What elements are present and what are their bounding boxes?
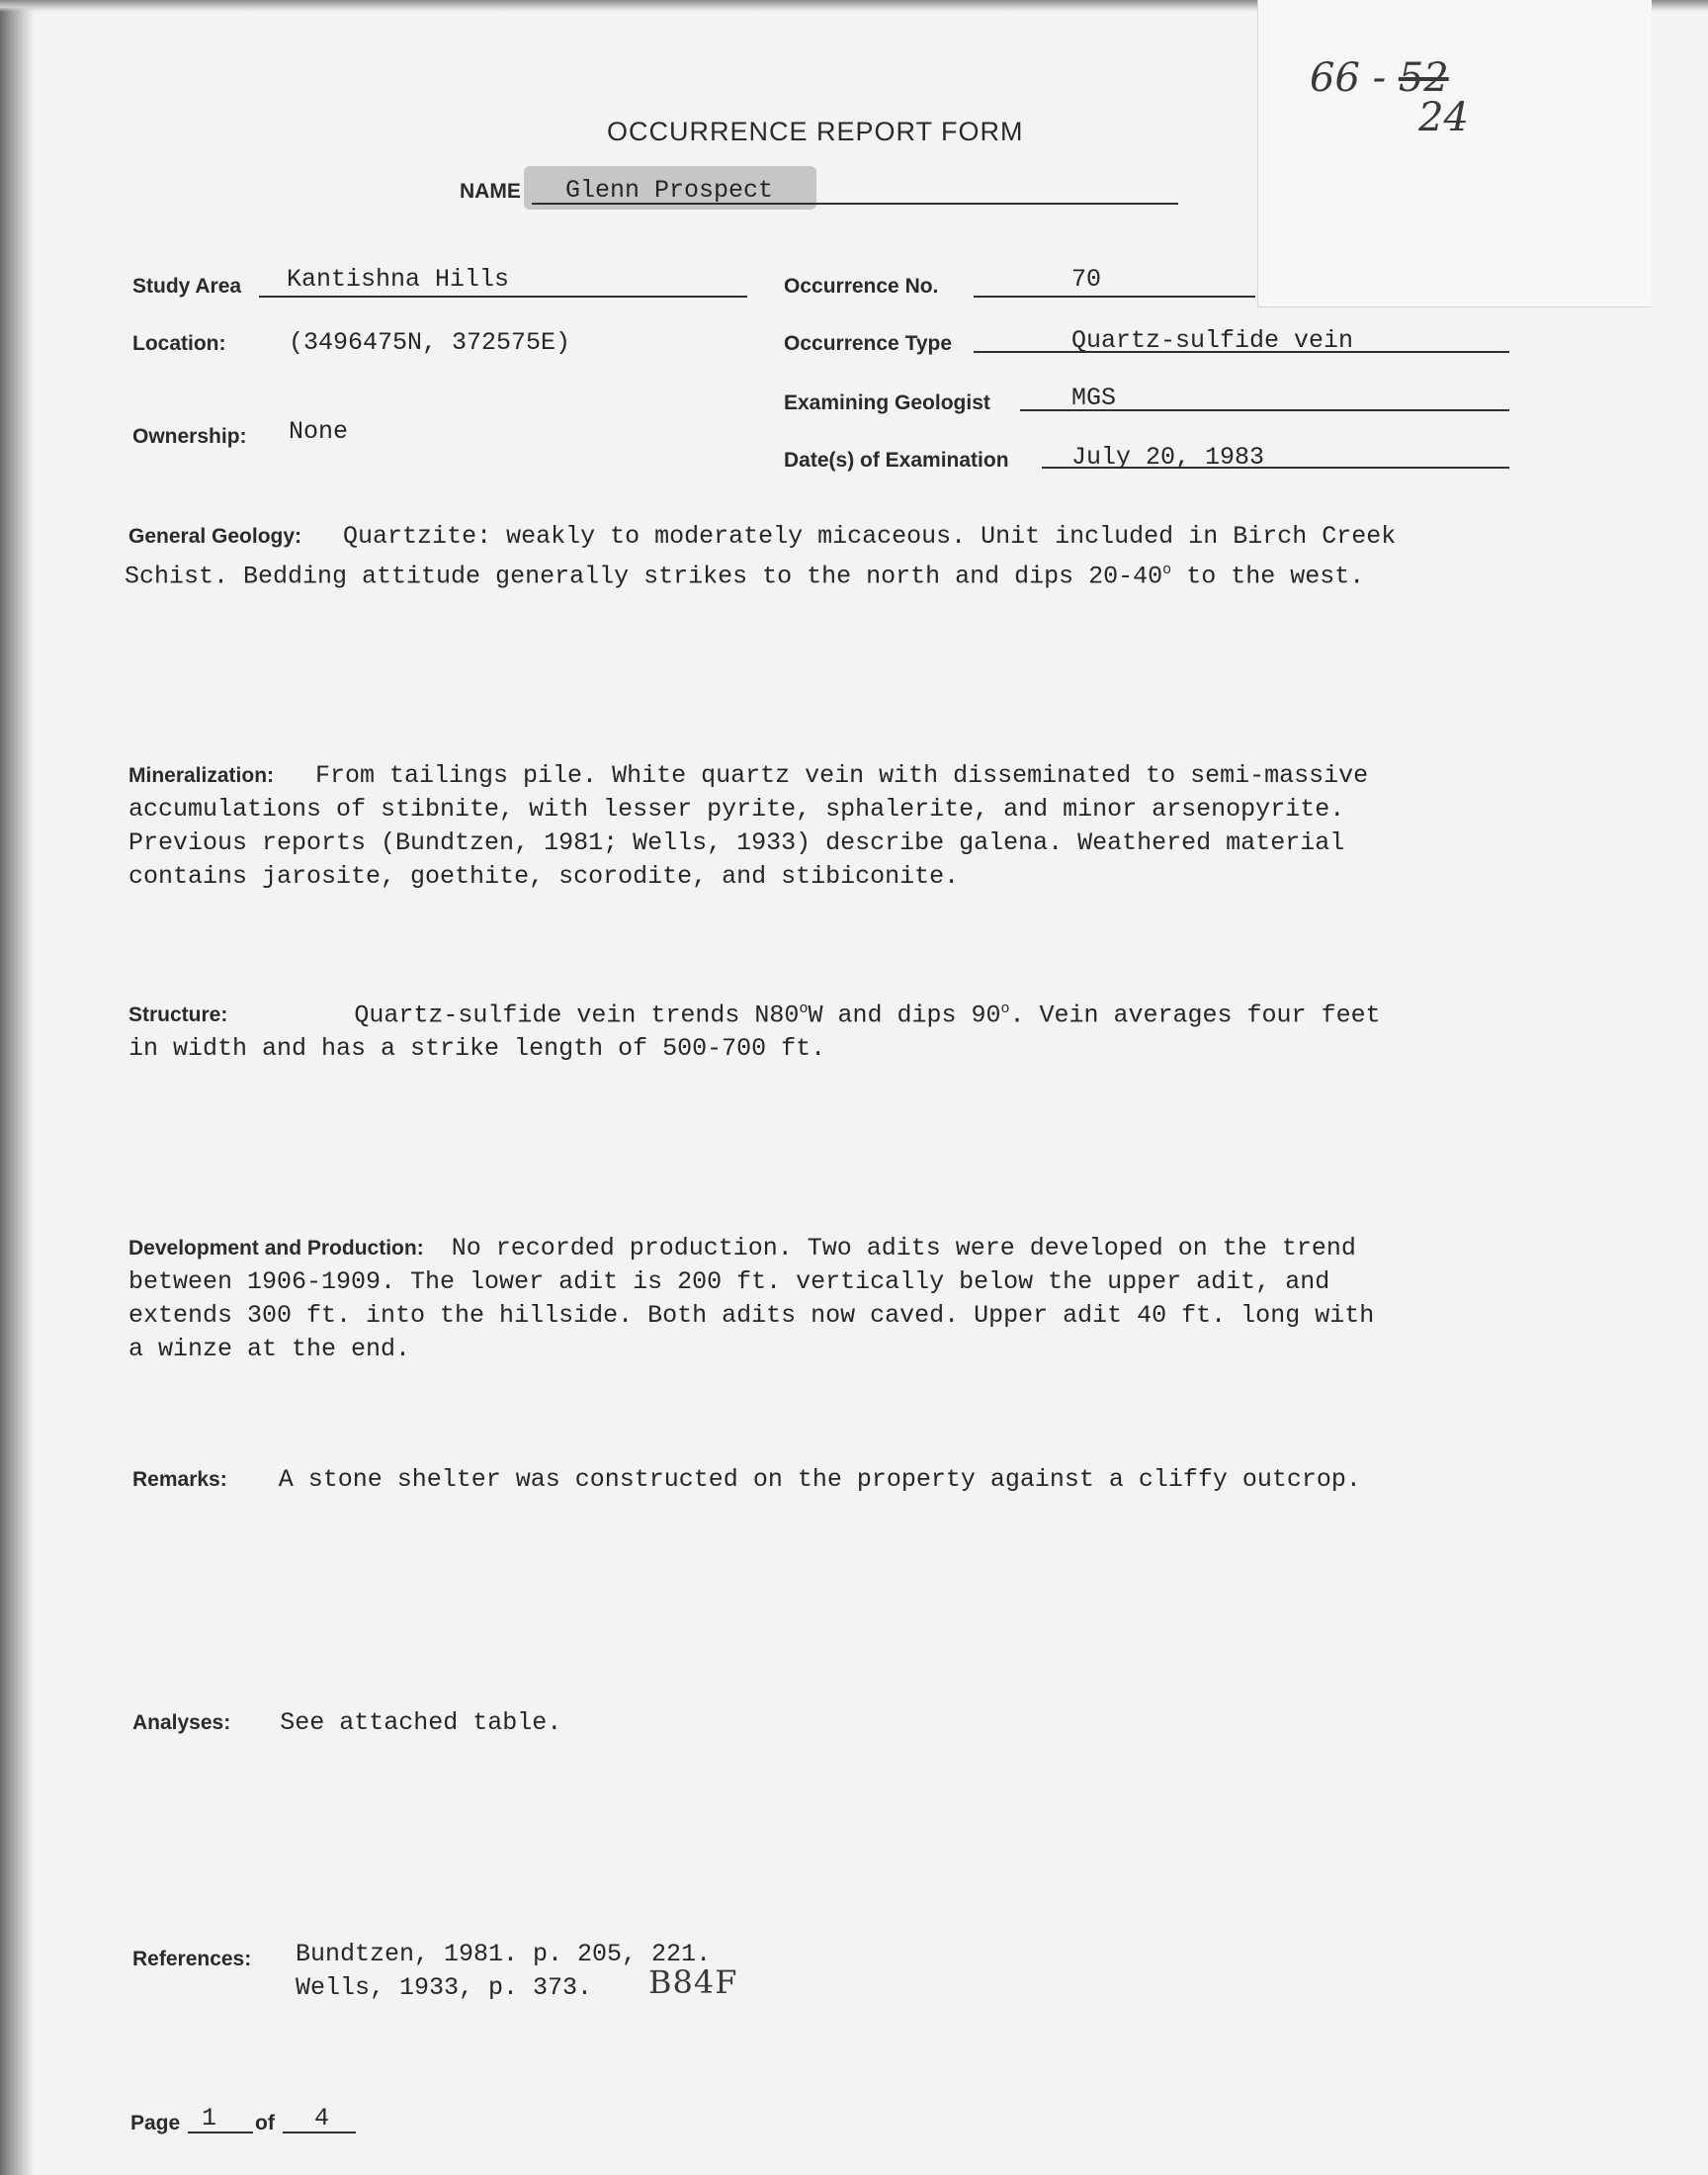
general-geology-section xyxy=(125,520,1572,593)
study-area-underline xyxy=(259,296,747,298)
general-geology-label: General Geology: xyxy=(128,525,302,548)
remarks-section xyxy=(132,1463,1576,1497)
mineralization-line3: Previous reports (Bundtzen, 1981; Wells, 1933) describe galena. Weathered material xyxy=(128,828,1345,857)
mineralization-line2: accumulations of stibnite, with lesser pyrite, sphalerite, and minor arsenopyrite. xyxy=(128,795,1345,824)
page-label: Page xyxy=(130,2112,181,2134)
location-label: Location: xyxy=(132,332,226,355)
corner-note-struck: 52 xyxy=(1398,55,1449,101)
general-geology-line2a: Schist. Bedding attitude generally strikes to the north and dips 20-40 xyxy=(125,562,1163,591)
general-geology-degree: o xyxy=(1162,562,1172,578)
structure-line1a: Quartz-sulfide vein trends N80 xyxy=(354,1000,800,1030)
mineralization-line1: From tailings pile. White quartz vein with disseminated to semi-massive xyxy=(315,761,1369,790)
study-area-value: Kantishna Hills xyxy=(287,265,510,294)
occurrence-no-value: 70 xyxy=(1071,265,1102,294)
corner-note-line2: 24 xyxy=(1418,95,1469,140)
study-area-label: Study Area xyxy=(132,275,242,298)
mineralization-section xyxy=(128,759,1572,894)
page-total: 4 xyxy=(314,2104,330,2132)
general-geology-line1: Quartzite: weakly to moderately micaceous. Unit included in Birch Creek xyxy=(343,522,1397,551)
structure-section xyxy=(128,993,1572,1066)
mineralization-label: Mineralization: xyxy=(128,764,275,787)
analyses-section xyxy=(132,1706,1576,1740)
form-title: OCCURRENCE REPORT FORM xyxy=(607,117,1024,146)
development-section xyxy=(128,1232,1572,1366)
page-number-underline xyxy=(188,2132,253,2133)
occurrence-no-underline xyxy=(974,296,1255,298)
location-value: (3496475N, 372575E) xyxy=(289,328,571,357)
date-label: Date(s) of Examination xyxy=(784,449,1009,472)
corner-stamp-area xyxy=(1257,0,1652,307)
name-value: Glenn Prospect xyxy=(565,176,774,205)
examining-geologist-label: Examining Geologist xyxy=(784,392,990,414)
structure-degree-1: o xyxy=(799,1000,809,1017)
occurrence-type-value: Quartz-sulfide vein xyxy=(1071,326,1354,355)
structure-degree-2: o xyxy=(1000,1000,1010,1017)
date-value: July 20, 1983 xyxy=(1071,443,1265,472)
examining-geologist-value: MGS xyxy=(1071,384,1117,412)
occurrence-type-label: Occurrence Type xyxy=(784,332,953,355)
page-edge-shadow xyxy=(0,0,34,2175)
general-geology-line2b: to the west. xyxy=(1171,562,1365,591)
references-line2: Wells, 1933, p. 373. xyxy=(296,1973,593,2002)
mineralization-line4: contains jarosite, goethite, scorodite, and stibiconite. xyxy=(128,862,960,891)
page-number: 1 xyxy=(202,2104,217,2132)
development-line3: extends 300 ft. into the hillside. Both adits now caved. Upper adit 40 ft. long with xyxy=(128,1301,1375,1330)
development-line4: a winze at the end. xyxy=(128,1335,411,1363)
structure-line1b: W and dips 90 xyxy=(808,1000,1001,1030)
references-line1: Bundtzen, 1981. p. 205, 221. xyxy=(296,1940,712,1968)
analyses-line1: See attached table. xyxy=(280,1708,562,1737)
ownership-value: None xyxy=(289,417,349,446)
structure-line1c: . Vein averages four feet xyxy=(1009,1000,1381,1030)
occurrence-no-label: Occurrence No. xyxy=(784,275,939,298)
analyses-label: Analyses: xyxy=(132,1711,231,1734)
development-line1: No recorded production. Two adits were developed on the trend xyxy=(451,1234,1356,1262)
references-handwritten-note: B84F xyxy=(648,1963,738,2001)
references-label: References: xyxy=(132,1948,252,1970)
remarks-label: Remarks: xyxy=(132,1468,227,1491)
remarks-line1: A stone shelter was constructed on the property against a cliffy outcrop. xyxy=(278,1465,1361,1494)
page-of-label: of xyxy=(255,2112,275,2134)
name-label: NAME xyxy=(460,180,521,203)
development-line2: between 1906-1909. The lower adit is 200 ft. vertically below the upper adit, and xyxy=(128,1267,1330,1296)
corner-note-line1: 66 - 52 xyxy=(1310,55,1449,101)
structure-line2: in width and has a strike length of 500-700 ft. xyxy=(128,1034,826,1064)
ownership-label: Ownership: xyxy=(132,425,247,448)
development-label: Development and Production: xyxy=(128,1237,424,1260)
structure-label: Structure: xyxy=(128,1003,228,1027)
